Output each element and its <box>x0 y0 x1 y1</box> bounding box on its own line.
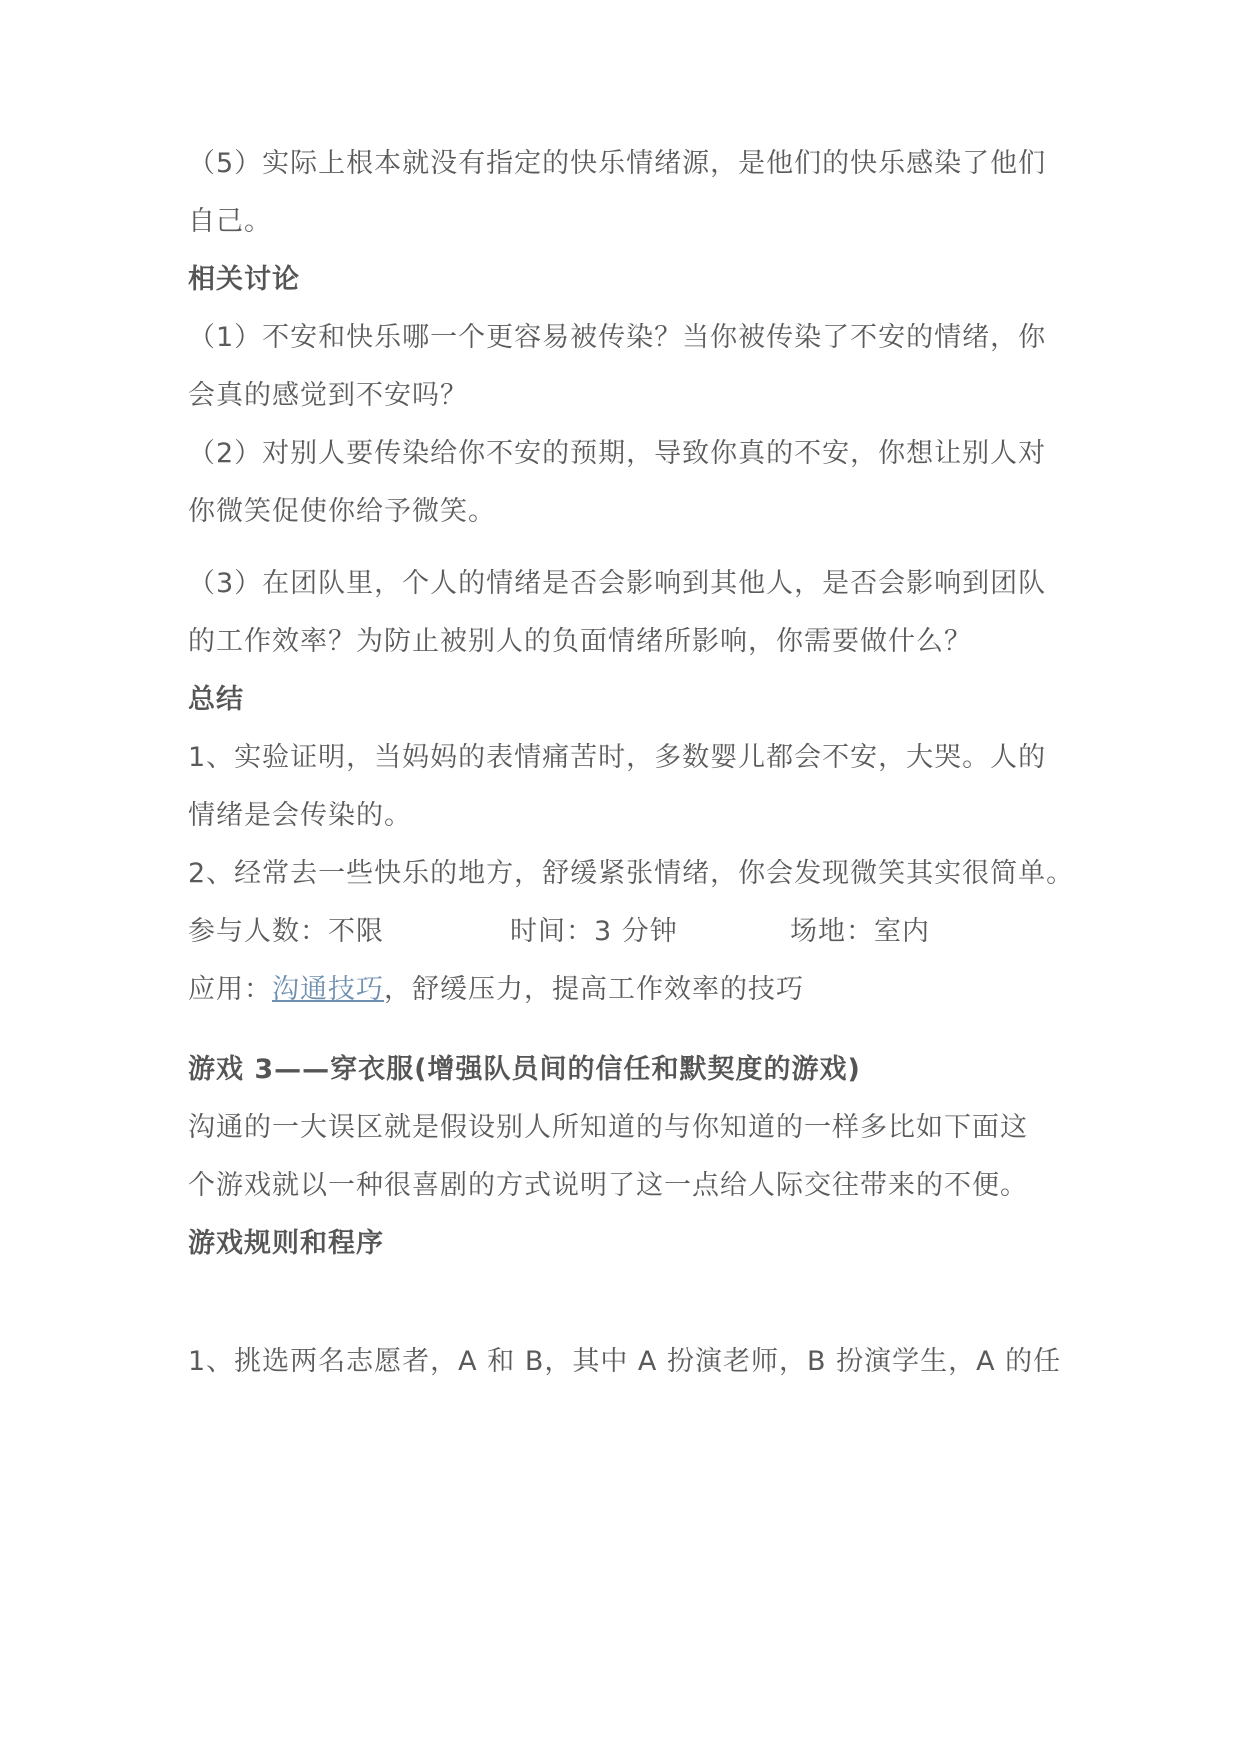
discussion-1-line1: （1）不安和快乐哪一个更容易被传染？当你被传染了不安的情绪，你 <box>188 322 1047 353</box>
discussion-heading: 相关讨论 <box>188 264 300 295</box>
venue-label: 场地：室内 <box>790 916 930 947</box>
game3-intro-line1: 沟通的一大误区就是假设别人所知道的与你知道的一样多比如下面这 <box>188 1112 1028 1143</box>
communication-skills-link[interactable]: 沟通技巧 <box>272 974 384 1005</box>
summary-heading: 总结 <box>188 684 244 715</box>
application-label: 应用： <box>188 974 272 1005</box>
rule-1-line1: 1、挑选两名志愿者，A 和 B，其中 A 扮演老师，B 扮演学生，A 的任 <box>188 1346 1062 1377</box>
discussion-3-line2: 的工作效率？为防止被别人的负面情绪所影响，你需要做什么？ <box>188 626 972 657</box>
game3-intro-line2: 个游戏就以一种很喜剧的方式说明了这一点给人际交往带来的不便。 <box>188 1170 1028 1201</box>
application-line <box>188 972 804 1008</box>
application-rest: ，舒缓压力，提高工作效率的技巧 <box>384 974 804 1005</box>
summary-1-line1: 1、实验证明，当妈妈的表情痛苦时，多数婴儿都会不安，大哭。人的 <box>188 742 1047 773</box>
discussion-2-line2: 你微笑促使你给予微笑。 <box>188 496 496 527</box>
item5-text-line2: 自己。 <box>188 206 272 237</box>
discussion-3-line1: （3）在团队里，个人的情绪是否会影响到其他人，是否会影响到团队 <box>188 568 1047 599</box>
summary-2-line1: 2、经常去一些快乐的地方，舒缓紧张情绪，你会发现微笑其实很简单。 <box>188 858 1075 889</box>
game3-title: 游戏 3——穿衣服(增强队员间的信任和默契度的游戏) <box>188 1054 861 1085</box>
rules-heading: 游戏规则和程序 <box>188 1228 384 1259</box>
discussion-1-line2: 会真的感觉到不安吗？ <box>188 380 468 411</box>
summary-1-line2: 情绪是会传染的。 <box>188 800 412 831</box>
participants-label: 参与人数：不限 <box>188 916 384 947</box>
time-label: 时间：3 分钟 <box>510 916 678 947</box>
item5-text-line1: （5）实际上根本就没有指定的快乐情绪源，是他们的快乐感染了他们 <box>188 148 1047 179</box>
discussion-2-line1: （2）对别人要传染给你不安的预期，导致你真的不安，你想让别人对 <box>188 438 1047 469</box>
